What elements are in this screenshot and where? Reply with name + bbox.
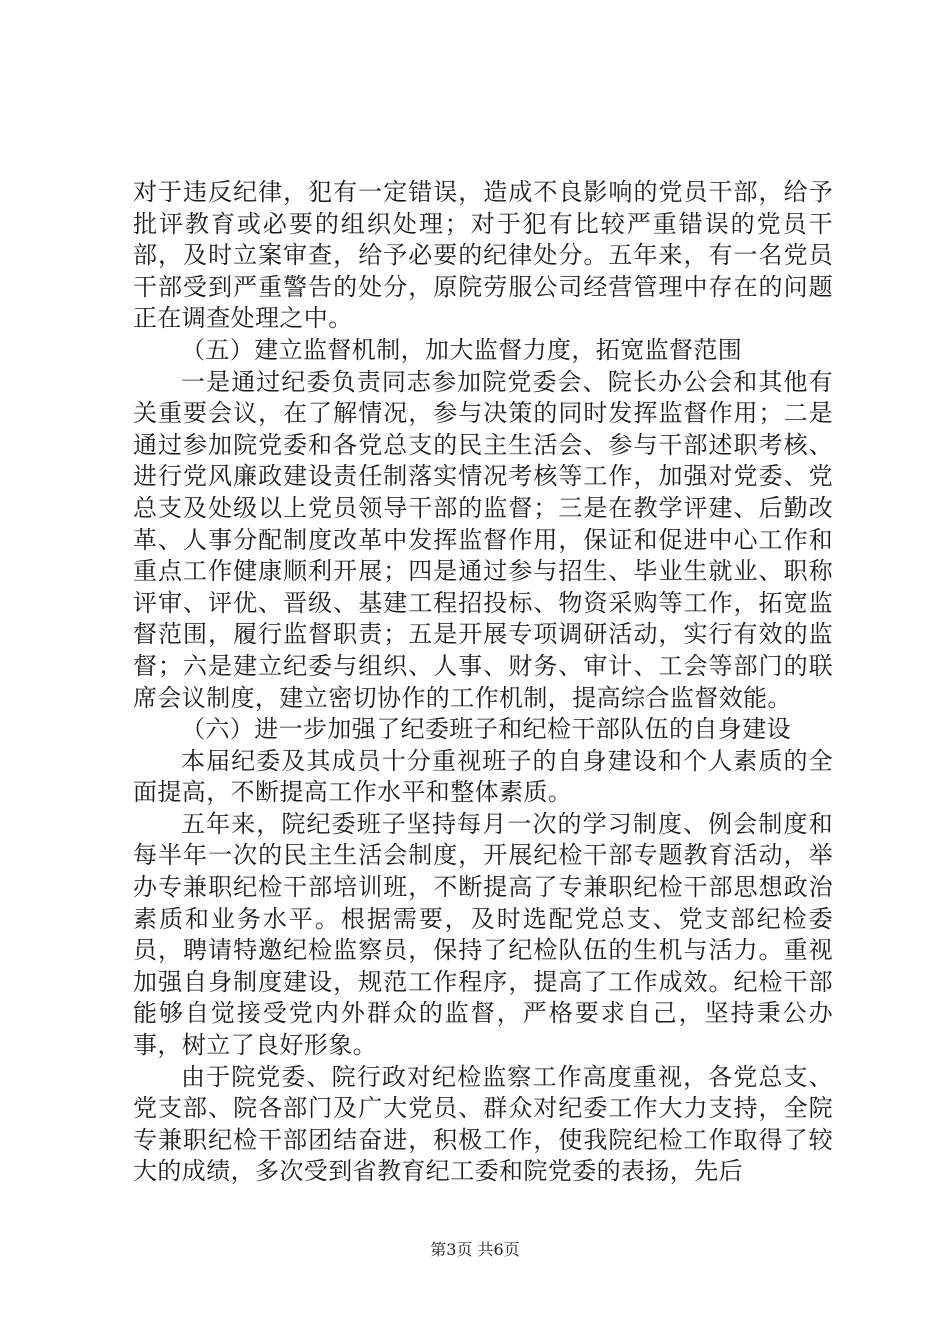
section-heading-6: （六）进一步加强了纪委班子和纪检干部队伍的自身建设 xyxy=(181,715,791,744)
paragraph-supervision: 一是通过纪委负责同志参加院党委会、院长办公会和其他有关重要会议，在了解情况，参与决策的同时发挥监督作用；二是通过参加院党委和各党总支的民主生活会、参与干部述职考核、进行党风廉政建设责任制落实情况考核等工作，加强对党委、党总支及处级以上党员领导干部的监督；三是在教学评建、后勤改革、人事分配制度改革中发挥监督作用，保证和促进中心工作和重点工作健康顺利开展；四是通过参与招生、毕业生就业、职称评审、评优、晋级、基建工程招投标、物资采购等工作，拓宽监督范围，履行监督职责；五是开展专项调研活动，实行有效的监督；六是建立纪委与组织、人事、财务、审计、工会等部门的联席会议制度，建立密切协作的工作机制，提高综合监督效能。 xyxy=(133,367,833,712)
page-number-footer: 第3页 共6页 xyxy=(430,1240,520,1259)
paragraph-1: 对于违反纪律，犯有一定错误，造成不良影响的党员干部，给予批评教育或必要的组织处理；对于犯有比较严重错误的党员干部，及时立案审查，给予必要的纪律处分。五年来，有一名党员干部受到严重警告的处分，原院劳服公司经营管理中存在的问题正在调查处理之中。 xyxy=(133,178,833,333)
section-heading-5: （五）建立监督机制，加大监督力度，拓宽监督范围 xyxy=(181,335,743,364)
paragraph-self-building: 本届纪委及其成员十分重视班子的自身建设和个人素质的全面提高，不断提高工作水平和整体素质。 xyxy=(133,746,833,807)
paragraph-support: 由于院党委、院行政对纪检监察工作高度重视，各党总支、党支部、院各部门及广大党员、群众对纪委工作大力支持，全院专兼职纪检干部团结奋进，积极工作，使我院纪检工作取得了较大的成绩，多次受到省教育纪工委和院党委的表扬，先后 xyxy=(133,1062,833,1186)
document-body xyxy=(133,177,833,1188)
paragraph-five-years: 五年来，院纪委班子坚持每月一次的学习制度、例会制度和每半年一次的民主生活会制度，开展纪检干部专题教育活动，举办专兼职纪检干部培训班，不断提高了专兼职纪检干部思想政治素质和业务水平。根据需要，及时选配党总支、党支部纪检委员，聘请特邀纪检监察员，保持了纪检队伍的生机与活力。重视加强自身制度建设，规范工作程序，提高了工作成效。纪检干部能够自觉接受党内外群众的监督，严格要求自己，坚持秉公办事，树立了良好形象。 xyxy=(133,809,833,1060)
